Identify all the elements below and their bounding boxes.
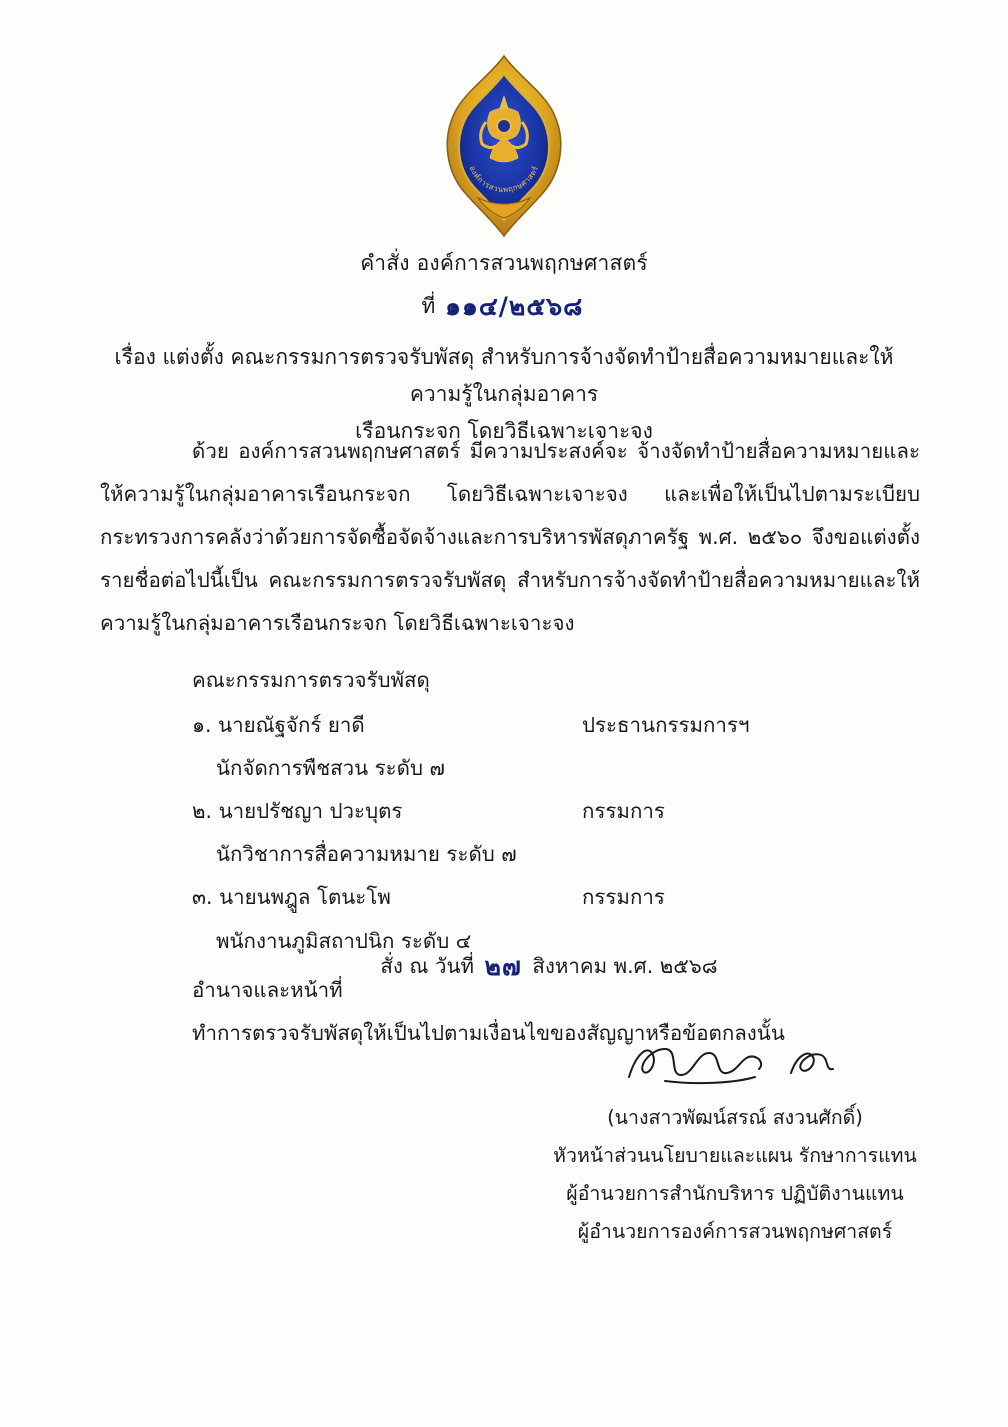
committee-heading: คณะกรรมการตรวจรับพัสดุ	[192, 668, 430, 693]
signatory-name: (นางสาวพัฒน์สรณ์ สงวนศักดิ์)	[607, 1106, 863, 1129]
document-number-value: ๑๑๔/๒๕๖๘	[445, 291, 584, 321]
document-number-line	[0, 286, 1008, 324]
member-name-text: นายนพฎูล โตนะโพ	[219, 885, 391, 910]
member-role: กรรมการ	[582, 799, 665, 824]
order-date-line	[0, 945, 1008, 985]
member-index: ๒.	[192, 799, 213, 824]
signatory-title-3: ผู้อำนวยการองค์การสวนพฤกษศาสตร์	[577, 1220, 893, 1244]
member-role: ประธานกรรมการฯ	[582, 713, 750, 738]
document-header	[0, 248, 1008, 449]
date-prefix: สั่ง ณ วันที่	[380, 954, 475, 978]
document-title: คำสั่ง องค์การสวนพฤกษศาสตร์	[360, 251, 648, 275]
member-name-text: นายณัฐจักร์ ยาดี	[218, 713, 365, 738]
member-index: ๑.	[192, 713, 212, 738]
emblem-container	[0, 52, 1008, 242]
signatory-title-2: ผู้อำนวยการสำนักบริหาร ปฏิบัติงานแทน	[566, 1182, 904, 1206]
member-name	[192, 790, 492, 833]
committee-list	[100, 704, 920, 962]
member-position: นักวิชาการสื่อความหมาย ระดับ ๗	[216, 842, 517, 867]
date-day: ๒๗	[484, 952, 522, 981]
subject-line-2: เรือนกระจก โดยวิธีเฉพาะเจาะจง	[355, 418, 653, 443]
list-item	[100, 704, 920, 790]
signature-block	[520, 1035, 950, 1251]
body-paragraph: ด้วย องค์การสวนพฤกษศาสตร์ มีความประสงค์จะ จ้างจัดทำป้ายสื่อความหมายและให้ความรู้ในกลุ่มอาคารเรือนกระจก โดยวิธีเฉพาะเจาะจง และเพื่อให้เป็นไปตามระเบียบกระทรวงการคลังว่าด้วยการจัดซื้อจัดจ้างและการบริหารพัสดุภาครัฐ พ.ศ. ๒๕๖๐ จึงขอแต่งตั้งรายชื่อต่อไปนี้เป็น คณะกรรมการตรวจรับพัสดุ สำหรับการจ้างจัดทำป้ายสื่อความหมายและให้ความรู้ในกลุ่มอาคารเรือนกระจก โดยวิธีเฉพาะเจาะจง	[100, 439, 920, 636]
subject-line-1: เรื่อง แต่งตั้ง คณะกรรมการตรวจรับพัสดุ สำหรับการจ้างจัดทำป้ายสื่อความหมายและให้ความรู้ในกลุ่มอาคาร	[114, 345, 894, 406]
member-index: ๓.	[192, 885, 213, 910]
member-name	[192, 876, 492, 919]
signatory-title-1: หัวหน้าส่วนนโยบายและแผน รักษาการแทน	[553, 1144, 917, 1168]
authority-heading: อำนาจและหน้าที่	[192, 977, 343, 1002]
member-role: กรรมการ	[582, 885, 665, 910]
member-name	[192, 704, 492, 747]
member-name-text: นายปรัชญา ปวะบุตร	[218, 799, 403, 824]
list-item	[100, 790, 920, 876]
authority-text: ทำการตรวจรับพัสดุให้เป็นไปตามเงื่อนไขของสัญญาหรือข้อตกลงนั้น	[192, 1020, 785, 1045]
signature-icon	[520, 1035, 950, 1097]
member-position: นักจัดการพืชสวน ระดับ ๗	[216, 756, 445, 781]
document-number-prefix: ที่	[421, 293, 436, 318]
date-suffix: สิงหาคม พ.ศ. ๒๕๖๘	[532, 954, 718, 978]
svg-text:องค์การสวนพฤกษศาสตร์: องค์การสวนพฤกษศาสตร์	[467, 164, 541, 195]
member-position: พนักงานภูมิสถาปนิก ระดับ ๔	[216, 928, 472, 953]
organization-emblem-icon	[424, 52, 584, 242]
